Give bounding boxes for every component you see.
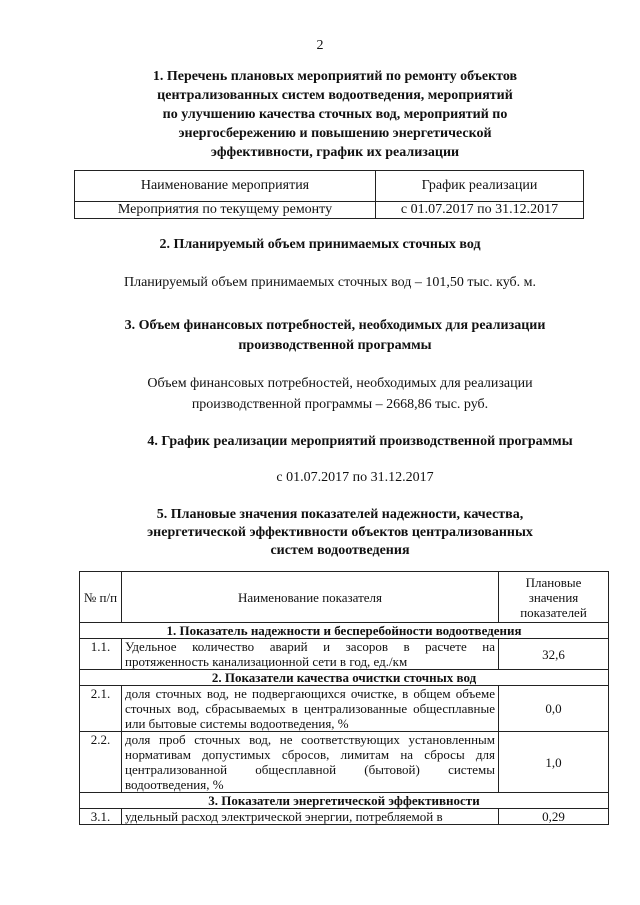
title-line: систем водоотведения: [270, 543, 410, 558]
activity-name-cell: Мероприятия по текущему ремонту: [75, 202, 376, 219]
section-3-text: [110, 373, 570, 415]
header-planned-value: Плановые значения показателей: [499, 572, 609, 623]
text-line: производственной программы – 2668,86 тыс. руб.: [191, 397, 489, 412]
section-5-title: [110, 506, 570, 560]
title-line: эффективности, график их реализации: [210, 145, 460, 160]
title-line: 1. Перечень плановых мероприятий по ремонту объектов: [152, 69, 518, 84]
table-row: [75, 202, 584, 219]
section-4-text: с 01.07.2017 по 31.12.2017: [276, 470, 434, 485]
activities-table: [74, 170, 584, 219]
title-line: энергосбережению и повышению энергетической: [178, 126, 492, 141]
title-line: централизованных систем водоотведения, мероприятий: [157, 88, 513, 103]
title-line: энергетической эффективности объектов централизованных: [147, 525, 533, 540]
indicator-value: 0,29: [499, 809, 609, 825]
indicator-name: доля проб сточных вод, не соответствующих установленным нормативам допустимых сбросов, лимитам на сбросы для централизованной общесплавной (бытовой) системы водоотведения, %: [122, 732, 499, 793]
row-number: 2.1.: [80, 686, 122, 732]
schedule-cell: с 01.07.2017 по 31.12.2017: [376, 202, 584, 219]
header-schedule: График реализации: [376, 171, 584, 202]
title-line: 5. Плановые значения показателей надежности, качества,: [156, 507, 524, 522]
section-1-title: [100, 67, 570, 162]
group-title: 1. Показатель надежности и бесперебойности водоотведения: [80, 623, 609, 639]
table-header-row: [80, 572, 609, 623]
group-row: [80, 670, 609, 686]
row-number: 2.2.: [80, 732, 122, 793]
section-3-title: [100, 316, 570, 356]
header-indicator-name: Наименование показателя: [122, 572, 499, 623]
title-line: производственной программы: [238, 338, 432, 353]
title-line: по улучшению качества сточных вод, мероприятий по: [162, 107, 508, 122]
section-2-text: Планируемый объем принимаемых сточных вод – 101,50 тыс. куб. м.: [123, 275, 536, 290]
indicator-name: удельный расход электрической энергии, потребляемой в: [122, 809, 499, 825]
group-title: 3. Показатели энергетической эффективности: [80, 793, 609, 809]
indicator-name: доля сточных вод, не подвергающихся очистке, в общем объеме сточных вод, сбрасываемых в централизованные общесплавные или бытовые системы водоотведения, %: [122, 686, 499, 732]
indicator-name: Удельное количество аварий и засоров в расчете на протяженность канализационной сети в год, ед./км: [122, 639, 499, 670]
indicator-value: 32,6: [499, 639, 609, 670]
group-row: [80, 793, 609, 809]
group-title: 2. Показатели качества очистки сточных вод: [80, 670, 609, 686]
table-row: [80, 639, 609, 670]
header-activity-name: Наименование мероприятия: [75, 171, 376, 202]
indicator-value: 0,0: [499, 686, 609, 732]
text-line: Объем финансовых потребностей, необходимых для реализации: [147, 376, 533, 391]
section-2-title: 2. Планируемый объем принимаемых сточных вод: [159, 237, 481, 252]
page-number: 2: [316, 38, 324, 53]
row-number: 3.1.: [80, 809, 122, 825]
indicators-table: [79, 571, 609, 825]
table-row: [80, 809, 609, 825]
row-number: 1.1.: [80, 639, 122, 670]
section-4-title: 4. График реализации мероприятий производственной программы: [147, 434, 573, 449]
title-line: 3. Объем финансовых потребностей, необходимых для реализации: [124, 318, 546, 333]
header-number: № п/п: [80, 572, 122, 623]
table-row: [80, 686, 609, 732]
table-row: [80, 732, 609, 793]
table-header-row: [75, 171, 584, 202]
indicator-value: 1,0: [499, 732, 609, 793]
group-row: [80, 623, 609, 639]
